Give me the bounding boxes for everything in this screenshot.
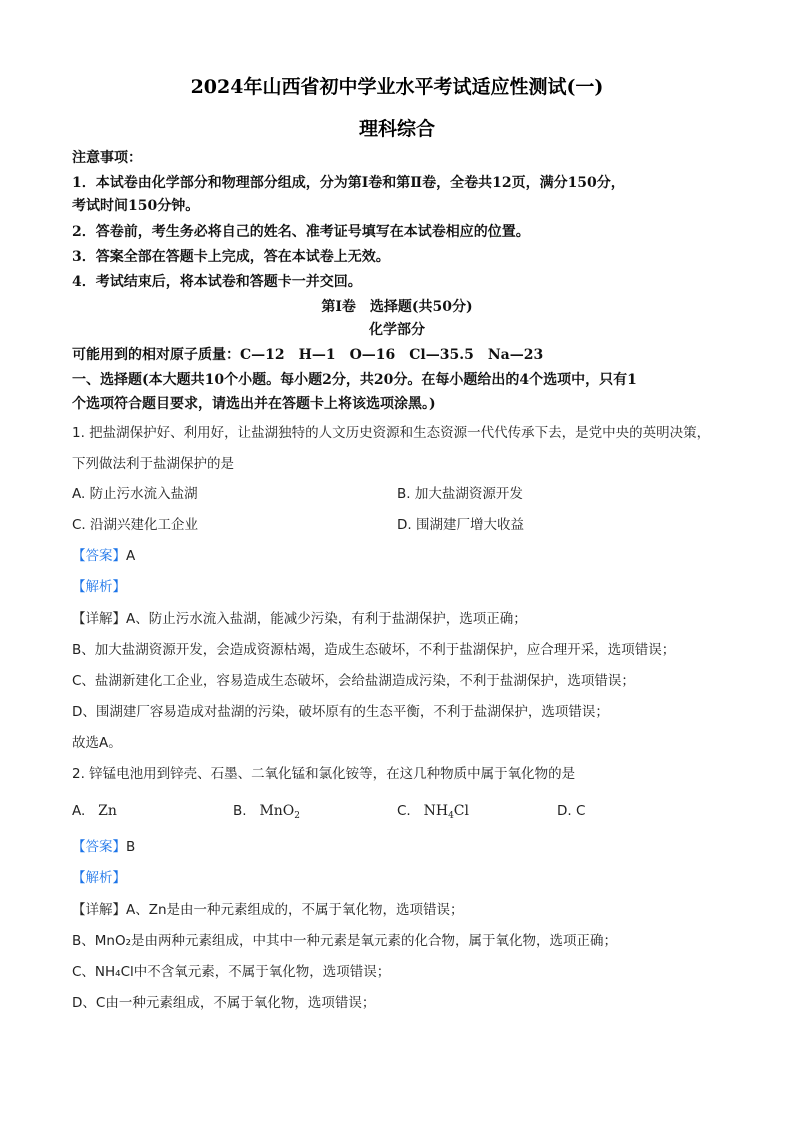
q2-option-b-label: B. xyxy=(233,803,247,819)
q1-answer-tag: 【答案】 xyxy=(72,548,126,564)
q2-option-b-formula xyxy=(259,803,300,819)
q1-option-c: C. 沿湖兴建化工企业 xyxy=(72,517,199,533)
q2-analysis-tag: 【解析】 xyxy=(72,870,126,886)
q2-option-c-sub: 4 xyxy=(448,811,454,821)
q2-answer-value: B xyxy=(126,839,136,855)
q2-option-c-formula xyxy=(424,803,469,819)
q1-option-d: D. 围湖建厂增大收益 xyxy=(397,517,524,533)
part-title: 化学部分 xyxy=(369,322,425,338)
q2-option-c-main1: NH xyxy=(423,803,449,819)
q2-answer-tag: 【答案】 xyxy=(72,839,126,855)
q1-option-a: A. 防止污水流入盐湖 xyxy=(72,486,198,502)
q1-analysis xyxy=(72,577,732,597)
q2-option-b-sub: 2 xyxy=(294,811,301,821)
q1-detail-line-2: B、加大盐湖资源开发，会造成资源枯竭，造成生态破坏，不利于盐湖保护，应合理开采，选项错误； xyxy=(72,642,676,658)
q2-option-a xyxy=(72,801,117,821)
q2-detail-tag: 【详解】 xyxy=(72,902,126,918)
q2-option-c-main2: Cl xyxy=(453,803,469,819)
q2-option-d: D. C xyxy=(557,803,586,819)
q1-analysis-tag: 【解析】 xyxy=(72,579,126,595)
page-title: 2024年山西省初中学业水平考试适应性测试(一) xyxy=(190,76,604,98)
q2-detail-line-4: D、C由一种元素组成，不属于氧化物，选项错误； xyxy=(72,995,376,1011)
q2-option-a-label: A. xyxy=(72,803,86,819)
q1-detail-text-1: A、防止污水流入盐湖，能减少污染，有利于盐湖保护，选项正确； xyxy=(126,611,527,627)
instructions-line-1: 一、选择题(本大题共10个小题。每小题2分，共20分。在每小题给出的4个选项中，只有1 xyxy=(72,372,637,388)
notice-item-1: 1．本试卷由化学部分和物理部分组成，分为第Ⅰ卷和第Ⅱ卷，全卷共12页，满分150分， xyxy=(72,175,625,191)
section-title: 第Ⅰ卷 选择题(共50分) xyxy=(321,299,473,315)
q2-option-c-label: C. xyxy=(397,803,411,819)
q1-answer-value: A xyxy=(126,548,136,564)
instructions-line-2: 个选项符合题目要求，请选出并在答题卡上将该选项涂黑。) xyxy=(72,396,436,412)
notice-item-2: 2．答卷前，考生务必将自己的姓名、准考证号填写在本试卷相应的位置。 xyxy=(72,224,530,240)
q2-detail-line-2: B、MnO₂是由两种元素组成，中其中一种元素是氧元素的化合物，属于氧化物，选项正确； xyxy=(72,933,618,949)
q1-answer xyxy=(72,546,732,566)
q1-option-b: B. 加大盐湖资源开发 xyxy=(397,486,523,502)
q2-detail-text-1: A、Zn是由一种元素组成的，不属于氧化物，选项错误； xyxy=(126,902,464,918)
notice-item-3: 3．答案全部在答题卡上完成，答在本试卷上无效。 xyxy=(72,249,390,265)
q2-option-c xyxy=(397,801,469,821)
q2-option-b xyxy=(233,801,300,821)
q2-answer xyxy=(72,837,732,857)
q2-detail-line-1 xyxy=(72,900,732,920)
q2-option-a-formula: Zn xyxy=(98,803,117,819)
q1-detail-line-4: D、围湖建厂容易造成对盐湖的污染，破坏原有的生态平衡，不利于盐湖保护，选项错误； xyxy=(72,704,609,720)
notice-item-1-cont: 考试时间150分钟。 xyxy=(72,198,200,214)
notice-heading: 注意事项： xyxy=(72,150,142,166)
q1-detail-line-3: C、盐湖新建化工企业，容易造成生态破坏，会给盐湖造成污染，不利于盐湖保护，选项错误； xyxy=(72,673,635,689)
q1-stem-line-1: 1. 把盐湖保护好、利用好，让盐湖独特的人文历史资源和生态资源一代代传承下去，是党中央的英明决策， xyxy=(72,425,711,441)
q2-detail-line-3: C、NH₄Cl中不含氧元素，不属于氧化物，选项错误； xyxy=(72,964,391,980)
q1-conclusion: 故选A。 xyxy=(72,735,122,751)
q2-stem: 2. 锌锰电池用到锌壳、石墨、二氧化锰和氯化铵等，在这几种物质中属于氧化物的是 xyxy=(72,766,576,782)
q1-detail-tag: 【详解】 xyxy=(72,611,126,627)
notice-item-4: 4．考试结束后，将本试卷和答题卡一并交回。 xyxy=(72,274,362,290)
page-subtitle: 理科综合 xyxy=(358,118,435,140)
q1-stem-line-2: 下列做法利于盐湖保护的是 xyxy=(72,456,234,472)
q2-analysis xyxy=(72,868,732,888)
q1-detail-line-1 xyxy=(72,609,732,629)
atomic-mass: 可能用到的相对原子质量：C—12 H—1 O—16 Cl—35.5 Na—23 xyxy=(72,347,544,363)
q2-option-b-main: MnO xyxy=(259,803,295,819)
